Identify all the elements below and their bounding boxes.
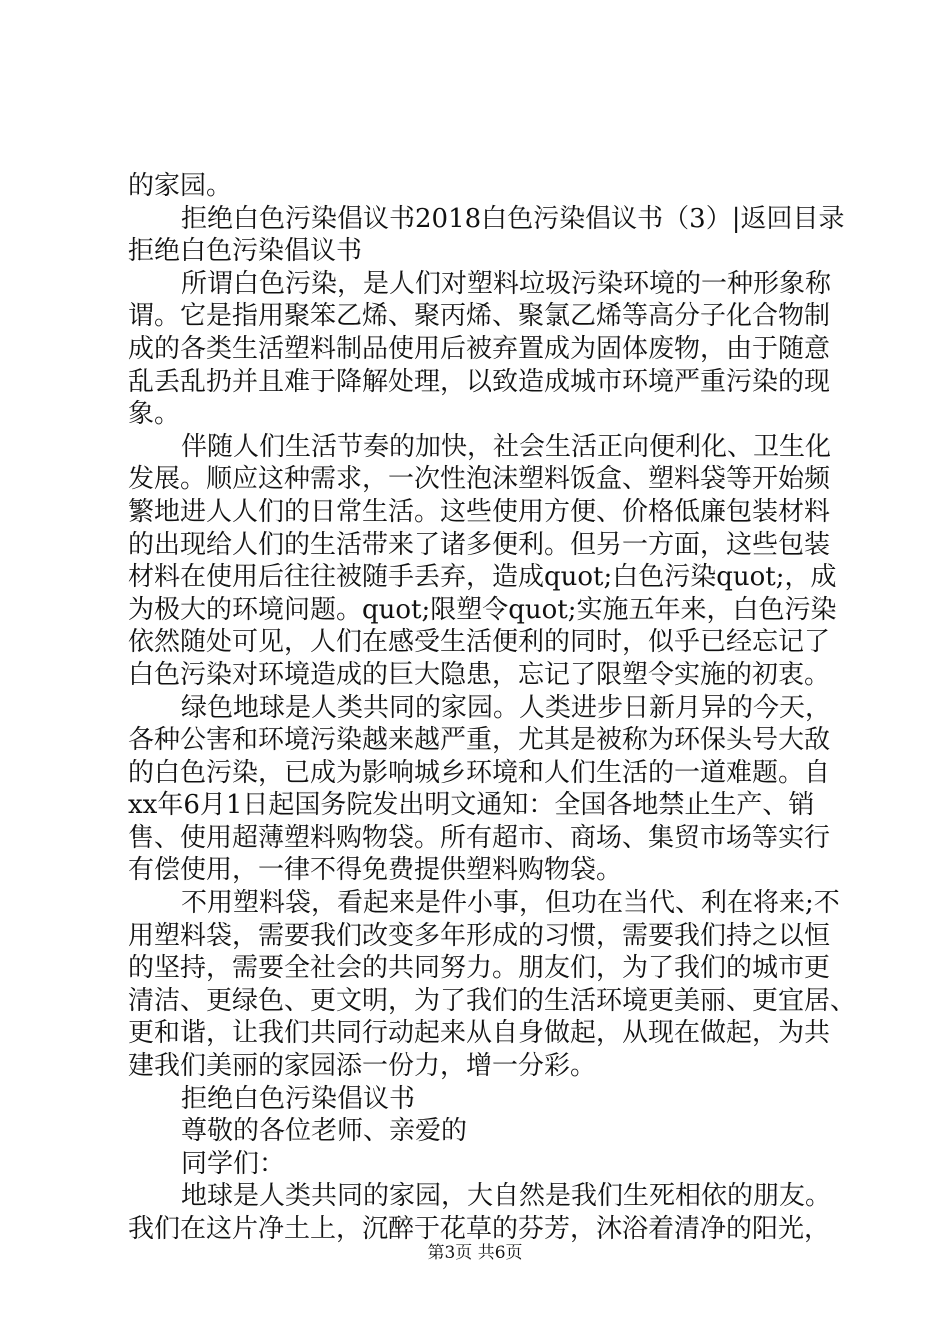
text-line: 地球是人类共同的家园，大自然是我们生死相依的朋友。	[181, 1181, 832, 1212]
text-line: 繁地进人人们的日常生活。这些使用方便、价格低廉包装材料	[128, 496, 831, 527]
text-line: 的坚持，需要全社会的共同努力。朋友们，为了我们的城市更	[128, 953, 831, 984]
text-line: 谓。它是指用聚笨乙烯、聚丙烯、聚氯乙烯等高分子化合物制	[128, 301, 831, 332]
text-line: 的出现给人们的生活带来了诸多便利。但另一方面，这些包装	[128, 529, 831, 560]
text-line: 不用塑料袋，看起来是件小事，但功在当代、利在将来;不	[181, 888, 840, 919]
text-line: 绿色地球是人类共同的家园。人类进步日新月异的今天，	[181, 692, 832, 723]
text-line: 材料在使用后往往被随手丢弃，造成quot;白色污染quot;，成	[128, 562, 837, 593]
text-line: 拒绝白色污染倡议书	[128, 236, 363, 267]
text-line: 发展。顺应这种需求，一次性泡沫塑料饭盒、塑料袋等开始频	[128, 464, 831, 495]
text-line: 更和谐，让我们共同行动起来从自身做起，从现在做起，为共	[128, 1018, 831, 1049]
text-line: 依然随处可见，人们在感受生活便利的同时，似乎已经忘记了	[128, 627, 831, 658]
text-line: 成的各类生活塑料制品使用后被弃置成为固体废物，由于随意	[128, 333, 831, 364]
document-body	[128, 170, 857, 1246]
text-line: 伴随人们生活节奏的加快，社会生活正向便利化、卫生化	[181, 431, 832, 462]
text-line: 有偿使用，一律不得免费提供塑料购物袋。	[128, 855, 623, 886]
text-line: xx年6月1日起国务院发出明文通知：全国各地禁止生产、销	[128, 790, 815, 821]
text-line: 所谓白色污染，是人们对塑料垃圾污染环境的一种形象称	[181, 268, 832, 299]
text-line: 白色污染对环境造成的巨大隐患，忘记了限塑令实施的初衷。	[128, 659, 831, 690]
text-line: 拒绝白色污染倡议书	[181, 1083, 416, 1114]
text-line: 为极大的环境问题。quot;限塑令quot;实施五年来，白色污染	[128, 594, 837, 625]
page-number-footer: 第3页 共6页	[427, 1243, 523, 1263]
text-line: 尊敬的各位老师、亲爱的	[181, 1116, 468, 1147]
text-line: 售、使用超薄塑料购物袋。所有超市、商场、集贸市场等实行	[128, 822, 831, 853]
text-line: 同学们：	[181, 1148, 286, 1179]
text-line: 的家园。	[128, 171, 233, 201]
text-line: 乱丢乱扔并且难于降解处理，以致造成城市环境严重污染的现	[128, 366, 831, 397]
text-line: 拒绝白色污染倡议书2018白色污染倡议书（3）|返回目录	[181, 203, 845, 234]
text-line: 建我们美丽的家园添一份力，增一分彩。	[128, 1051, 597, 1082]
text-line: 各种公害和环境污染越来越严重，尤其是被称为环保头号大敌	[128, 725, 831, 756]
text-line: 象。	[128, 399, 181, 430]
text-line: 清洁、更绿色、更文明，为了我们的生活环境更美丽、更宜居、	[128, 985, 857, 1016]
text-line: 用塑料袋，需要我们改变多年形成的习惯，需要我们持之以恒	[128, 920, 831, 951]
text-line: 的白色污染，已成为影响城乡环境和人们生活的一道难题。自	[128, 757, 831, 788]
text-line: 我们在这片净土上，沉醉于花草的芬芳，沐浴着清净的阳光，	[128, 1214, 831, 1244]
